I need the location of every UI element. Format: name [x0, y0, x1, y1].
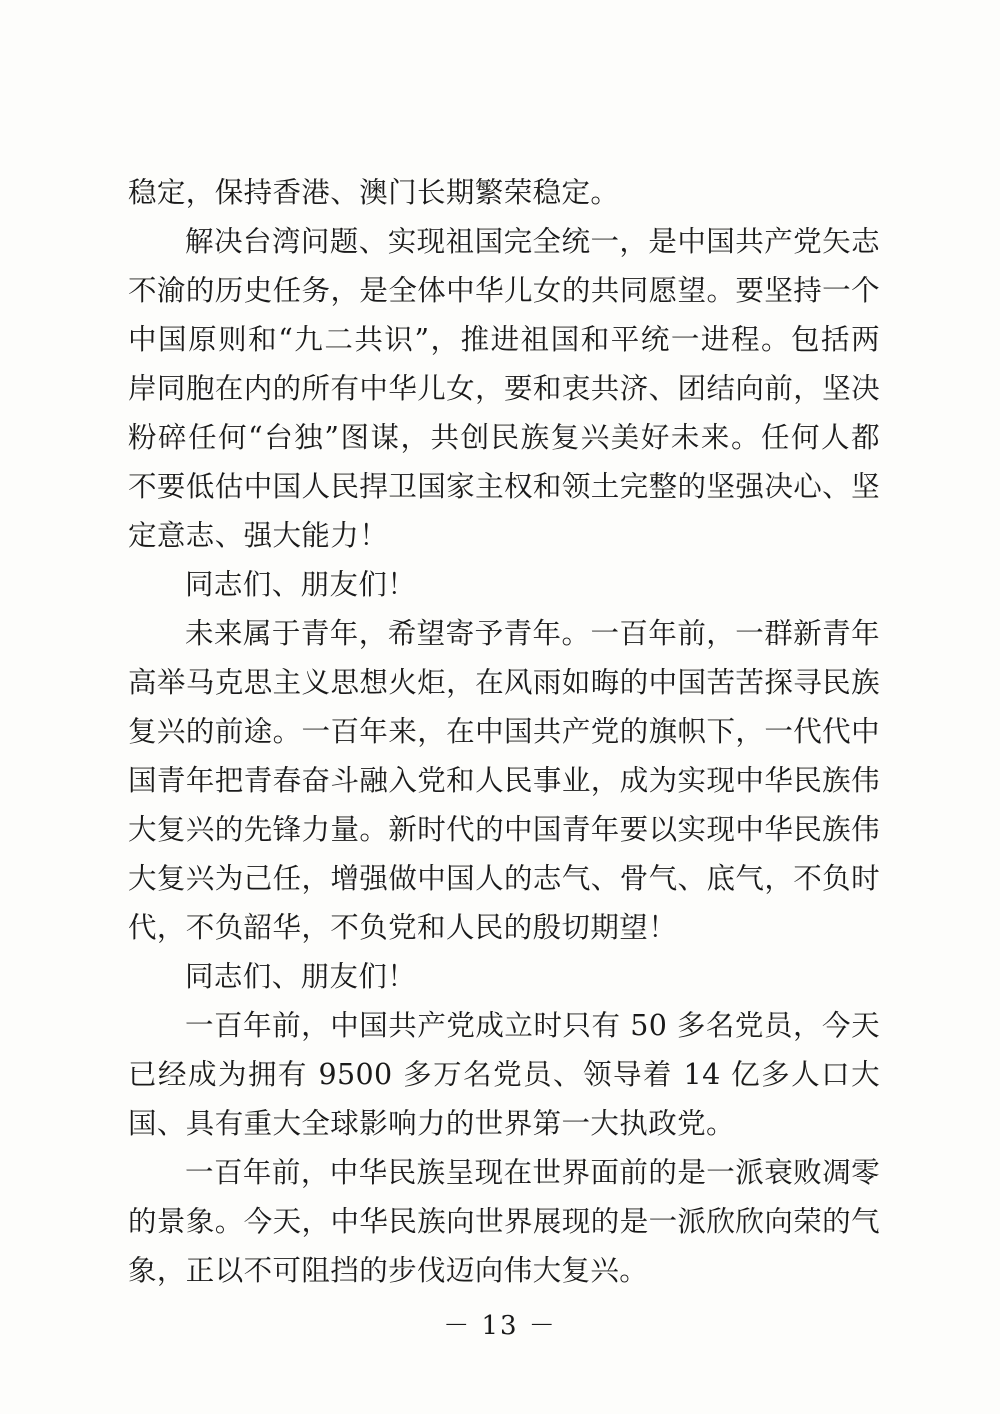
paragraph: 一百年前，中国共产党成立时只有 50 多名党员，今天已经成为拥有 9500 多万名党员、领导着 14 亿多人口大国、具有重大全球影响力的世界第一大执政党。: [128, 1009, 880, 1140]
page-body-text: [128, 168, 880, 1295]
paragraph: 未来属于青年，希望寄予青年。一百年前，一群新青年高举马克思主义思想火炬，在风雨如晦的中国苦苦探寻民族复兴的前途。一百年来，在中国共产党的旗帜下，一代代中国青年把青春奋斗融入党和人民事业，成为实现中华民族伟大复兴的先锋力量。新时代的中国青年要以实现中华民族伟大复兴为己任，增强做中国人的志气、骨气、底气，不负时代，不负韶华，不负党和人民的殷切期望！: [128, 617, 880, 944]
paragraph: 同志们、朋友们！: [185, 960, 417, 993]
page-number: － 13 －: [443, 1311, 557, 1341]
paragraph: 一百年前，中华民族呈现在世界面前的是一派衰败凋零的景象。今天，中华民族向世界展现的是一派欣欣向荣的气象，正以不可阻挡的步伐迈向伟大复兴。: [128, 1156, 880, 1287]
paragraph: 稳定，保持香港、澳门长期繁荣稳定。: [128, 176, 620, 209]
paragraph: 同志们、朋友们！: [185, 568, 417, 601]
paragraph: 解决台湾问题、实现祖国完全统一，是中国共产党矢志不渝的历史任务，是全体中华儿女的共同愿望。要坚持一个中国原则和“九二共识”，推进祖国和平统一进程。包括两岸同胞在内的所有中华儿女，要和衷共济、团结向前，坚决粉碎任何“台独”图谋，共创民族复兴美好未来。任何人都不要低估中国人民捍卫国家主权和领土完整的坚强决心、坚定意志、强大能力！: [128, 225, 880, 552]
